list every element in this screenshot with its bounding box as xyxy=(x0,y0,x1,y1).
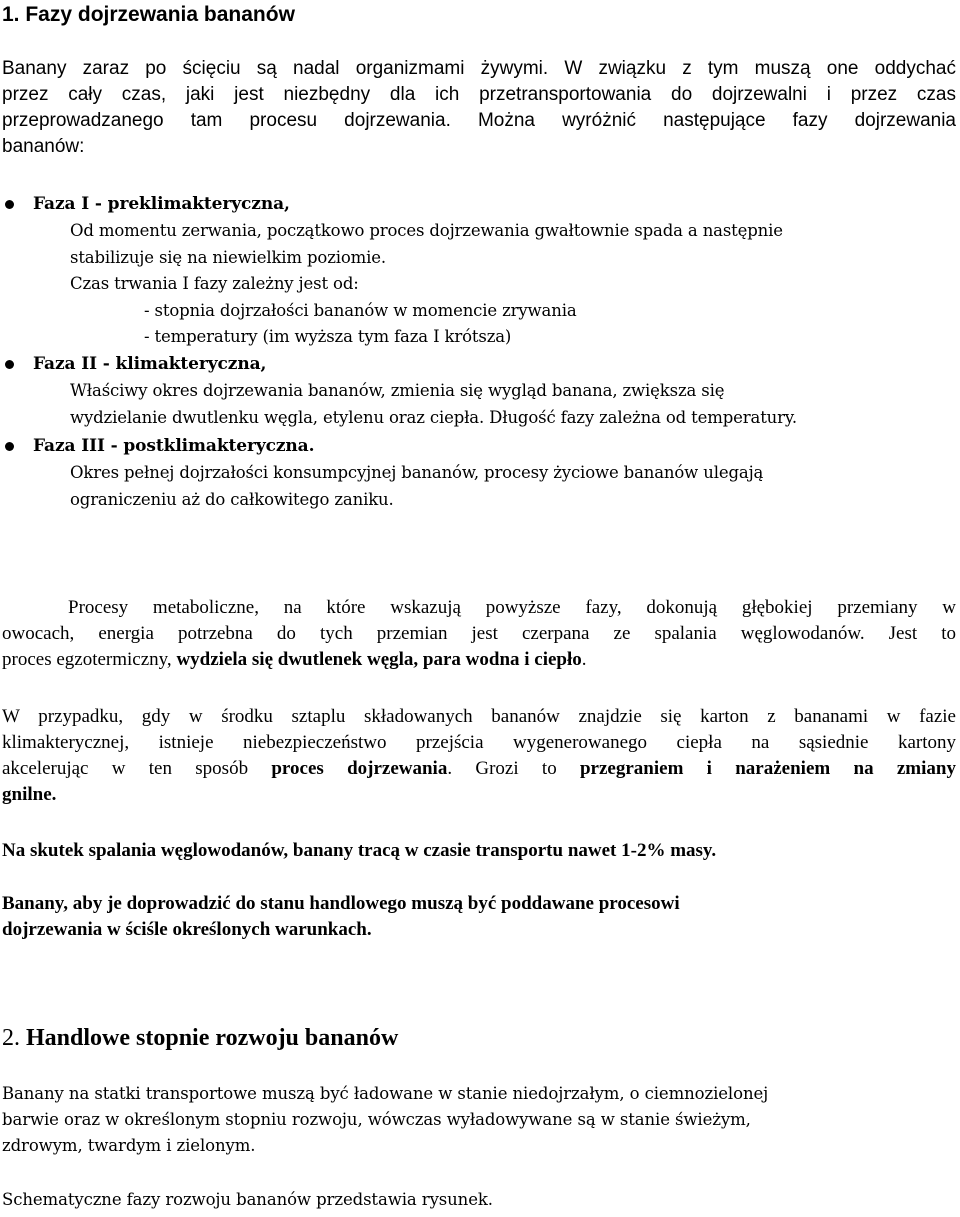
section-2-paragraph xyxy=(2,1081,956,1159)
bullet-icon xyxy=(5,200,14,209)
bold-text: wydziela się dwutlenek węgla, para wodna i ciepło xyxy=(176,649,582,670)
intro-line: bananów: xyxy=(2,136,85,157)
section-1-heading: 1. Fazy dojrzewania bananów xyxy=(2,3,295,26)
stack-paragraph xyxy=(2,704,956,808)
bold-text: przegraniem i narażeniem na zmiany xyxy=(579,758,956,779)
phase-line: - temperatury (im wyższa tym faza I krótsza) xyxy=(144,327,512,346)
intro-line: Banany zaraz po ścięciu są nadal organizmami żywymi. W związku z tym muszą one oddychać xyxy=(2,58,956,79)
text-run: . Grozi to xyxy=(447,758,580,779)
phase-line: Okres pełnej dojrzałości konsumpcyjnej bananów, procesy życiowe bananów ulegają xyxy=(70,463,764,482)
intro-paragraph xyxy=(2,56,956,160)
paragraph-line: Banany, aby je doprowadzić do stanu handlowego muszą być poddawane procesowi xyxy=(2,893,680,914)
metabolic-paragraph xyxy=(2,595,956,673)
text-run: akcelerując w ten sposób xyxy=(2,758,272,779)
phase-title: Faza I - preklimakteryczna, xyxy=(33,194,290,214)
heading-text: Handlowe stopnie rozwoju bananów xyxy=(20,1025,399,1051)
intro-line: przez cały czas, jaki jest niezbędny dla ich przetransportowania do dojrzewalni i przez czas xyxy=(2,84,956,105)
phase-line: - stopnia dojrzałości bananów w momencie zrywania xyxy=(144,301,577,320)
paragraph-line: zdrowym, twardym i zielonym. xyxy=(2,1136,256,1155)
paragraph-line: W przypadku, gdy w środku sztaplu składowanych bananów znajdzie się karton z bananami w fazie xyxy=(2,706,956,727)
text-run: proces egzotermiczny, xyxy=(2,649,177,670)
phase-title: Faza II - klimakteryczna, xyxy=(33,354,267,374)
paragraph-line xyxy=(2,647,956,673)
bold-text: proces dojrzewania xyxy=(271,758,448,779)
phase-line: Właściwy okres dojrzewania bananów, zmienia się wygląd banana, zwiększa się xyxy=(70,381,725,400)
paragraph-line: Banany na statki transportowe muszą być ładowane w stanie niedojrzałym, o ciemnozielonej xyxy=(2,1084,769,1103)
paragraph-line: Procesy metaboliczne, na które wskazują powyższe fazy, dokonują głębokiej przemiany w xyxy=(68,597,956,618)
phase-line: Od momentu zerwania, początkowo proces dojrzewania gwałtownie spada a następnie xyxy=(70,221,783,240)
paragraph-line: dojrzewania w ściśle określonych warunkach. xyxy=(2,919,372,940)
text-run: . xyxy=(581,649,587,670)
paragraph-line: owocach, energia potrzebna do tych przemian jest czerpana ze spalania węglowodanów. Jest to xyxy=(2,623,956,644)
phase-line: ograniczeniu aż do całkowitego zaniku. xyxy=(70,490,394,509)
intro-line: przeprowadzanego tam procesu dojrzewania. Można wyróżnić następujące fazy dojrzewania xyxy=(2,110,956,131)
bullet-icon xyxy=(5,360,14,369)
phase-line: wydzielanie dwutlenku węgla, etylenu oraz ciepła. Długość fazy zależna od temperatury. xyxy=(70,408,797,427)
paragraph-line: gnilne. xyxy=(2,784,57,805)
conditions-paragraph xyxy=(2,891,956,943)
heading-number: 2. xyxy=(2,1025,20,1051)
paragraph-line: barwie oraz w określonym stopniu rozwoju, wówczas wyładowywane są w stanie świeżym, xyxy=(2,1110,751,1129)
section-2-heading xyxy=(2,1022,398,1054)
phase-title: Faza III - postklimakteryczna. xyxy=(33,436,315,456)
figure-note: Schematyczne fazy rozwoju bananów przedstawia rysunek. xyxy=(2,1190,493,1209)
phase-line: stabilizuje się na niewielkim poziomie. xyxy=(70,248,386,267)
phase-line: Czas trwania I fazy zależny jest od: xyxy=(70,274,359,293)
mass-loss-statement: Na skutek spalania węglowodanów, banany tracą w czasie transportu nawet 1-2% masy. xyxy=(2,840,717,861)
paragraph-line xyxy=(2,756,956,782)
paragraph-line: klimakterycznej, istnieje niebezpieczeństwo przejścia wygenerowanego ciepła na sąsiednie kartony xyxy=(2,732,956,753)
bullet-icon xyxy=(5,442,14,451)
